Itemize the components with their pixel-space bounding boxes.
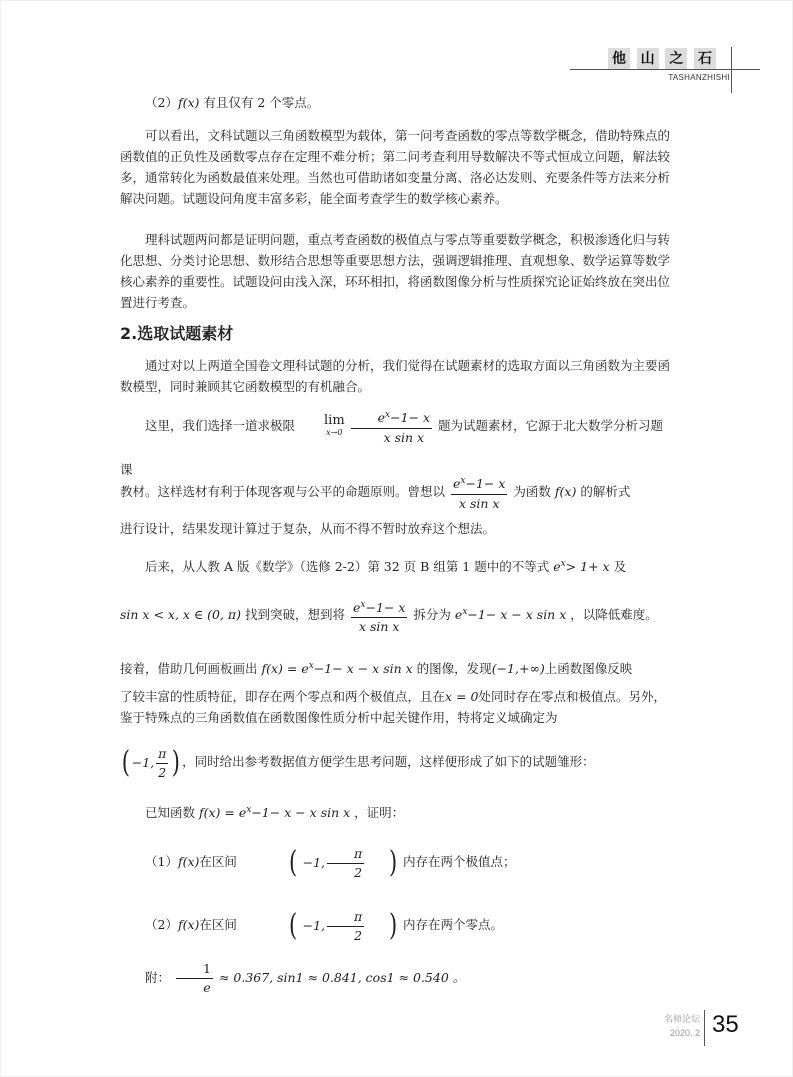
paragraph-inequality: 后来，从人教 A 版《数学》（选修 2-2）第 32 页 B 组第 1 题中的不等式 $e^x> 1+ x$ 及 — [145, 559, 627, 575]
math-interval: ( −1, $\frac{\pi}{2}$ ) — [288, 845, 398, 880]
math-fraction: $\frac{e^x-1- x}{\text{x sin x}}$ — [451, 472, 507, 512]
journal-name: 名师论坛 — [663, 1014, 700, 1024]
text: 这里，我们选择一道求极限 — [145, 418, 296, 433]
paragraph-analysis-science: 理科试题两问都是证明问题，重点考查函数的极值点与零点等重要数学概念，积极渗透化归与转化思想、分类讨论思想、数形结合思想等重要思想方法，强调逻辑推理、直观想象、数学运算等数学核心素养的重要性。试题设问由浅入深，环环相扣，将函数图像分析与性质探究论证始终放在突出位置进行考查。 — [120, 232, 671, 310]
math-fraction: $\frac{e^x-1- x}{\text{x sin x}}$ — [351, 596, 407, 636]
paragraph-function-idea: 教材。这样选材有利于体现客观与公平的命题原则。曾想以 $\frac{e^x-1- x}{\text{x sin x}}$ 为函数 f(x) 的解析式 — [120, 470, 675, 514]
math-interval: ( −1, $\frac{\pi}{2}$ ) — [288, 908, 398, 943]
paragraph-properties: 了较丰富的性质特征，即存在两个零点和两个极值点，且在x = 0处同时存在零点和极值点。另外，鉴于特殊点的三角函数值在函数图像性质分析中起关键作用，特将定义域确定为 — [120, 689, 666, 725]
paragraph-give-up: 进行设计，结果发现计算过于复杂，从而不得不暂时放弃这个想法。 — [120, 521, 496, 536]
paragraph-analysis-arts: 可以看出，文科试题以三角函数模型为载体，第一问考查函数的零点等数学概念，借助特殊点的函数值的正负性及函数零点存在定理不难分析；第二问考查利用导数解决不等式恒成立问题，解法较多，通常转化为函数最值来处理。当然也可借助诸如变量分离、洛必达发则、充要条件等方法来分析解决问题。试题设问角度丰富多彩，能全面考查学生的数学核心素养。 — [120, 128, 671, 206]
problem-part-1: （1）f(x)在区间 ( −1, $\frac{\pi}{2}$ ) 内存在两个极值点； — [120, 840, 675, 885]
paragraph-graph: 接着，借助几何画板画出 $f(x) = e^x-1- x - x$ sin x 的图像，发现(−1,+∞)上函数图像反映 — [120, 661, 633, 677]
problem-statement: 已知函数 $f(x) = e^x-1- x - x$ sin x ，证明： — [145, 805, 405, 821]
footer-rule — [704, 1010, 705, 1046]
item-number: （2） — [145, 95, 178, 110]
paragraph-material-intro: 通过对以上两道全国卷文理科试题的分析，我们觉得在试题素材的选取方面以三角函数为主要函数模型，同时兼顾其它函数模型的有机融合。 — [120, 358, 671, 394]
paragraph-condition-2 — [120, 92, 675, 113]
math-fraction: $\frac{1}{e}$ — [176, 960, 213, 997]
text: 有且仅有 2 个零点。 — [199, 95, 320, 110]
column-title — [608, 48, 716, 70]
page-number: 35 — [712, 1011, 739, 1038]
footer-journal — [640, 1012, 700, 1040]
math-interval: ( −1, $\frac{\pi}{2}$ ) — [121, 745, 181, 780]
header-vertical-rule — [731, 47, 732, 93]
paragraph-split: sin x < x, x ∈ (0, π) 找到突破，想到将 $\frac{e^x-1- x}{\text{x sin x}}$ 拆分为 $e^x-1- x - x$ sin x ，以降低难度。 — [120, 590, 675, 637]
math-fraction: $\frac{e^x-1- x}{\text{x sin x}}$ — [351, 406, 432, 446]
column-subtitle: TASHANZHISHI — [668, 73, 730, 82]
reference-values: 附： $\frac{1}{e}$ ≈ 0.367, sin1 ≈ 0.841, cos1 ≈ 0.540 。 — [145, 961, 466, 995]
math-limit: lim x→0 — [324, 412, 345, 437]
column-title-char: 石 — [694, 48, 716, 70]
text: 题为试题素材，它源于北大数学分析习题课 — [120, 418, 664, 477]
problem-part-2: （2）f(x)在区间 ( −1, $\frac{\pi}{2}$ ) 内存在两个零点。 — [120, 903, 675, 948]
column-title-char: 他 — [608, 48, 630, 70]
issue-date: 2020. 2 — [669, 1028, 700, 1038]
math-fx: f(x) — [177, 95, 200, 110]
section-heading: 2.选取试题素材 — [120, 324, 234, 343]
paragraph-domain: ( −1, $\frac{\pi}{2}$ ) ，同时给出参考数据值方便学生思考问题，这样便形成了如下的试题雏形： — [120, 740, 675, 785]
column-title-char: 之 — [665, 48, 687, 70]
column-title-char: 山 — [637, 48, 659, 70]
